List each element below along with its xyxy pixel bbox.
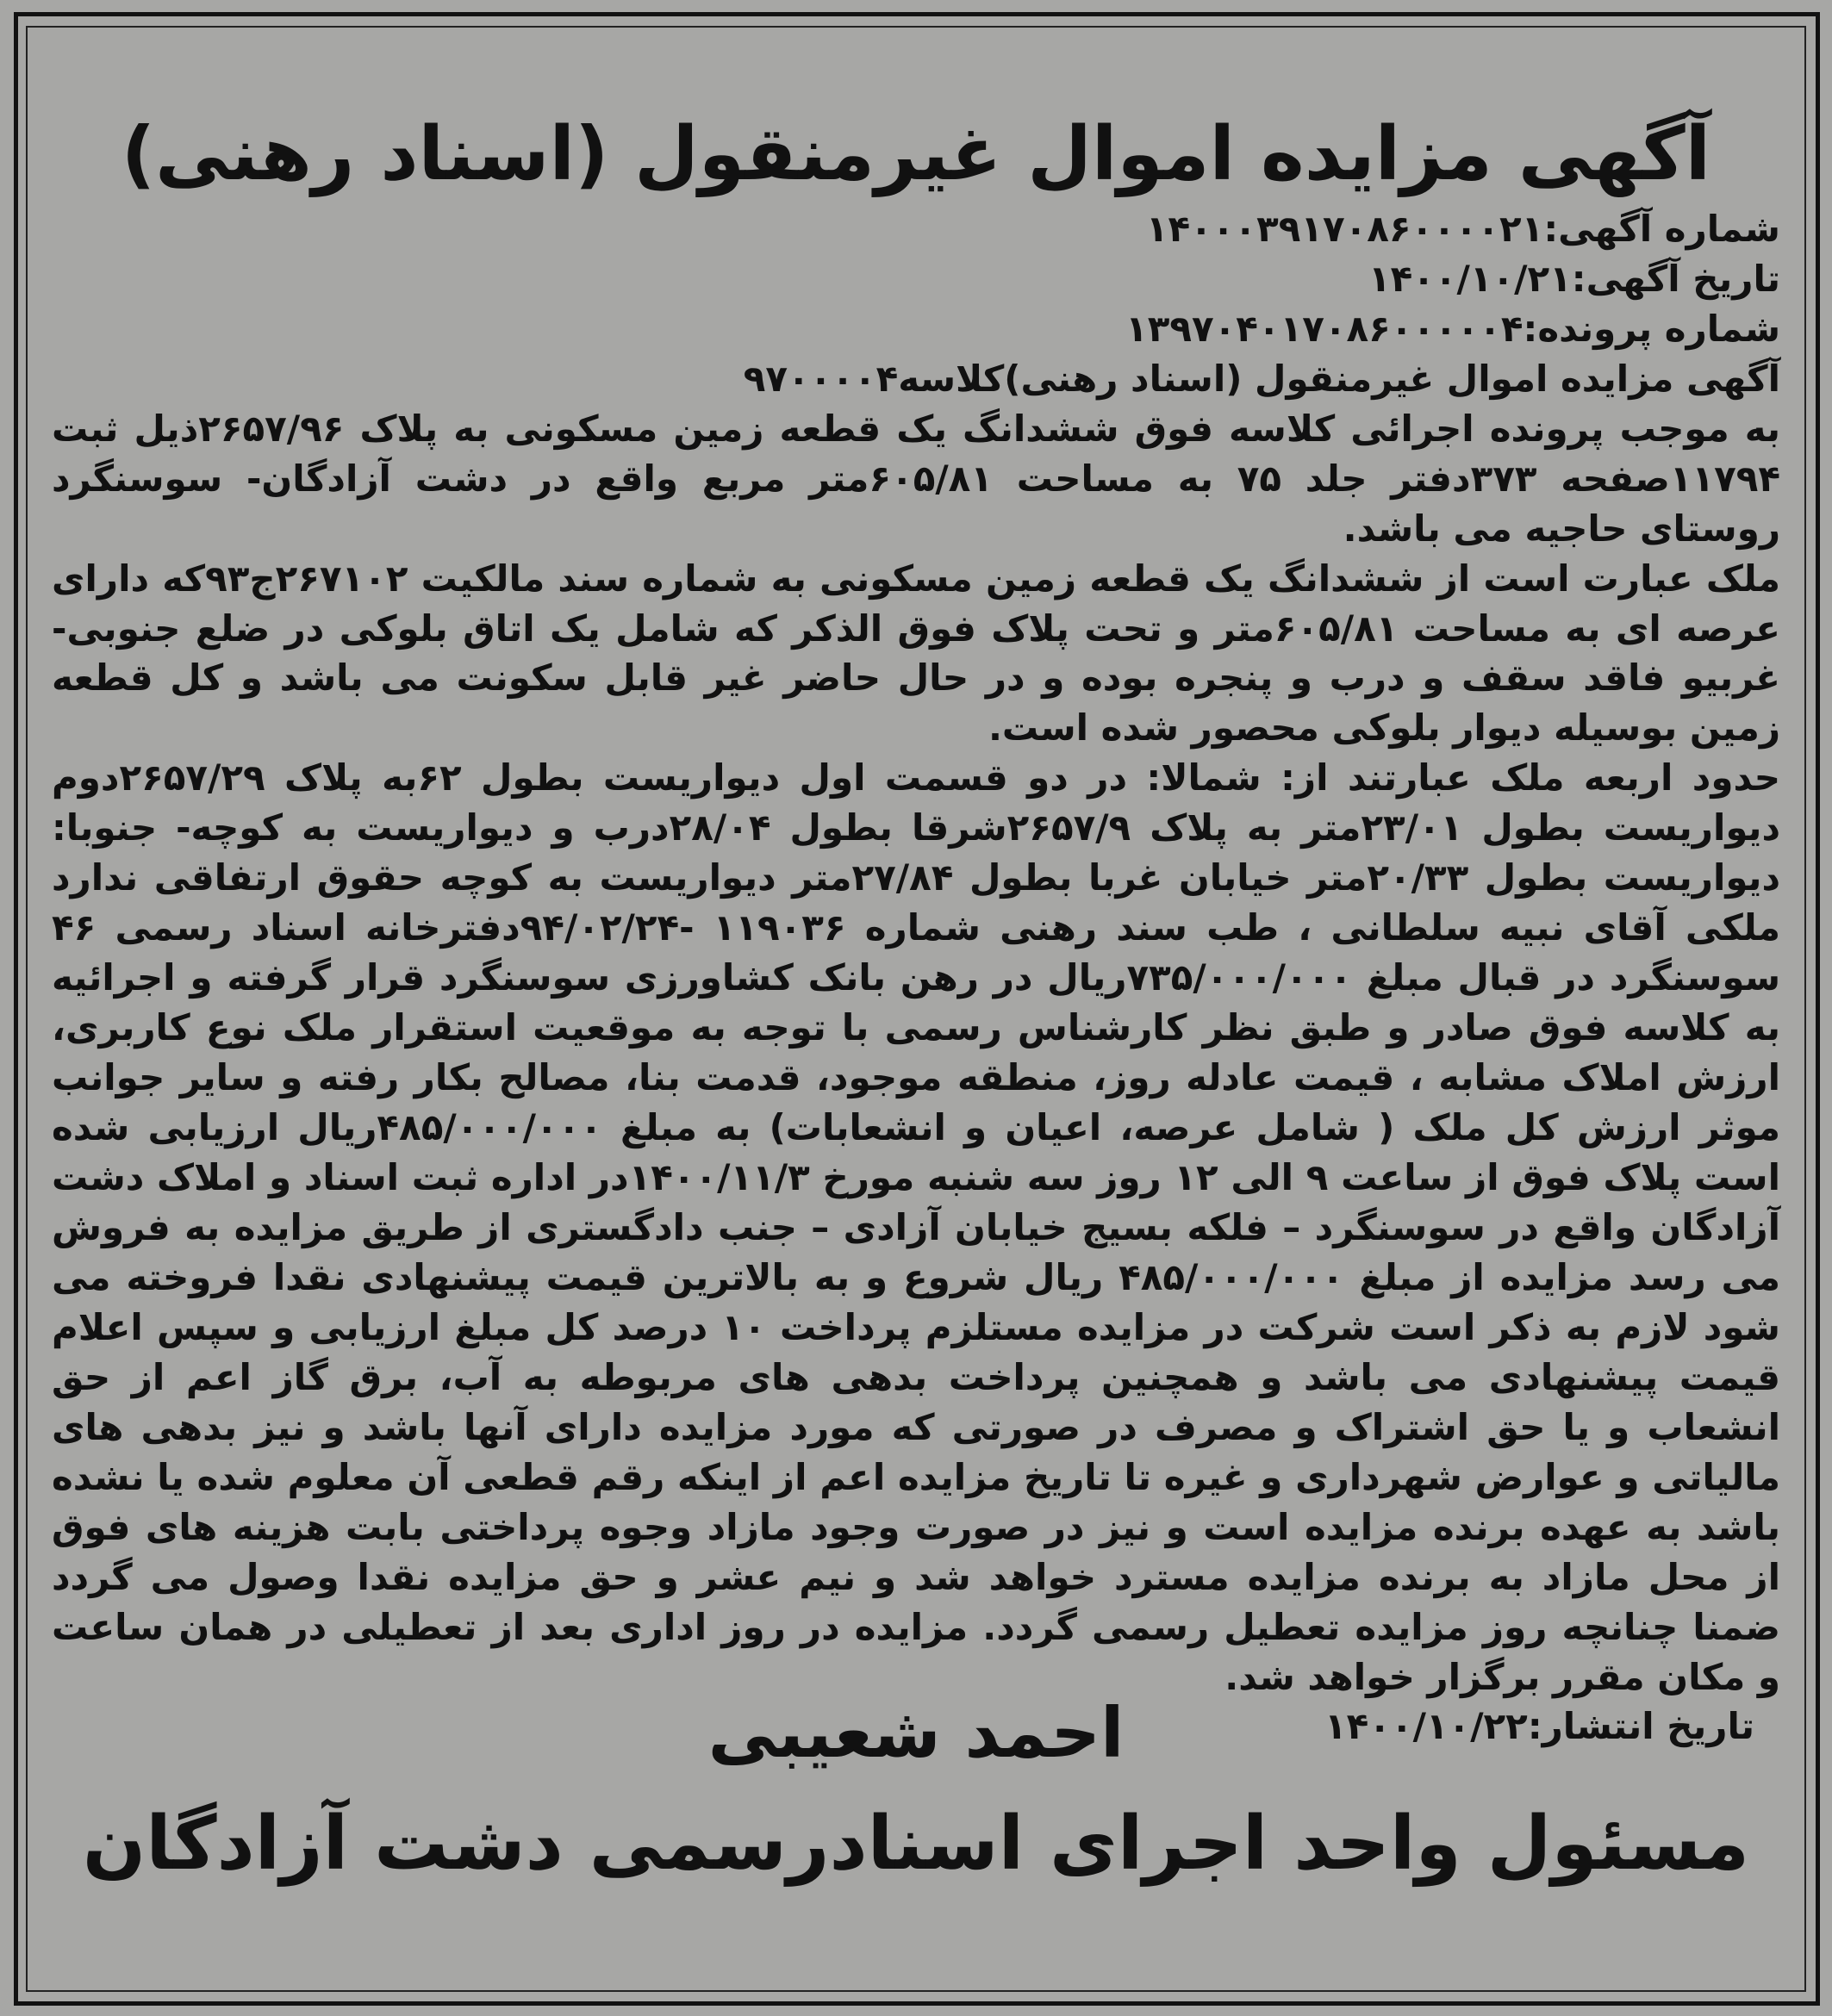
notice-title: آگهی مزایده اموال غیرمنقول (اسناد رهنی) [121, 111, 1711, 197]
publish-date: تاریخ انتشار:۱۴۰۰/۱۰/۲۲ [1324, 1705, 1754, 1748]
notice-number: شماره آگهی:۱۴۰۰۰۳۹۱۷۰۸۶۰۰۰۰۲۱ [1145, 207, 1780, 250]
paragraph-description: ملک عبارت است از ششدانگ یک قطعه زمین مسکونی به شماره سند مالکیت ۲۶۷۱۰۲ج۹۳که دارای عرصه ای به مساحت ۶۰۵/۸۱متر و تحت پلاک فوق الذکر که شامل یک اتاق بلوکی در ضلع جنوبی- غربیو فاقد سقف و درب و پنجره بوده و در حال حاضر غیر قابل سکونت می باشد و کل قطعه زمین بوسیله دیوار بلوکی محصور شده است. [52, 557, 1780, 750]
notice-content [52, 112, 1780, 1752]
notice-date: تاریخ آگهی:۱۴۰۰/۱۰/۲۱ [1368, 257, 1780, 300]
notice-subject: آگهی مزایده اموال غیرمنقول (اسناد رهنی)کلاسه۹۷۰۰۰۰۴ [743, 357, 1780, 400]
paragraph-property: به موجب پرونده اجرائی کلاسه فوق ششدانگ یک قطعه زمین مسکونی به پلاک ۲۶۵۷/۹۶ذیل ثبت ۱۱۷۹۴صفحه ۳۷۳دفتر جلد ۷۵ به مساحت ۶۰۵/۸۱متر مربع واقع در دشت آزادگان- سوسنگرد روستای حاجیه می باشد. [52, 407, 1781, 550]
paragraph-boundaries-terms: حدود اربعه ملک عبارتند از: شمالا: در دو قسمت اول دیواریست بطول ۶۲به پلاک ۲۶۵۷/۲۹دوم دیواریست بطول ۲۳/۰۱متر به پلاک ۲۶۵۷/۹شرقا بطول ۲۸/۰۴درب و دیواریست به کوچه- جنوبا: دیواریست بطول ۲۰/۳۳متر خیابان غربا بطول ۲۷/۸۴متر دیواریست به کوچه حقوق ارتفاقی ندارد ملکی آقای نبیه سلطانی ، طب سند رهنی شماره ۱۱۹۰۳۶ -۹۴/۰۲/۲۴دفترخانه اسناد رسمی ۴۶ سوسنگرد در قبال مبلغ ۷۳۵/۰۰۰/۰۰۰ریال در رهن بانک کشاورزی سوسنگرد قرار گرفته و اجرائیه به کلاسه فوق صادر و طبق نظر کارشناس رسمی با توجه به موقعیت استقرار ملک نوع کاربری، ارزش املاک مشابه ، قیمت عادله روز، منطقه موجود، قدمت بنا، مصالح بکار رفته و سایر جوانب موثر ارزش کل ملک ( شامل عرصه، اعیان و انشعابات) به مبلغ ۴۸۵/۰۰۰/۰۰۰ریال ارزیابی شده است پلاک فوق از ساعت ۹ الی ۱۲ روز سه شنبه مورخ ۱۴۰۰/۱۱/۳در اداره ثبت اسناد و املاک دشت آزادگان واقع در سوسنگرد – فلکه بسیج خیابان آزادی – جنب دادگستری از طریق مزایده به فروش می رسد مزایده از مبلغ ۴۸۵/۰۰۰/۰۰۰ ریال شروع و به بالاترین قیمت پیشنهادی نقدا فروخته می شود لازم به ذکر است شرکت در مزایده مستلزم پرداخت ۱۰ درصد کل مبلغ ارزیابی و سپس اعلام قیمت پیشنهادی می باشد و همچنین پرداخت بدهی های مربوطه به آب، برق گاز اعم از حق انشعاب و یا حق اشتراک و مصرف در صورتی که مورد مزایده دارای آنها باشد و نیز بدهی های مالیاتی و عوارض شهرداری و غیره تا تاریخ مزایده اعم از اینکه رقم قطعی آن معلوم شده یا نشده باشد به عهده برنده مزایده است و نیز در صورت وجود مازاد وجوه پرداختی بابت هزینه های فوق از محل مازاد به برنده مزایده مسترد خواهد شد و نیم عشر و حق مزایده نقدا وصول می گردد ضمنا چنانچه روز مزایده تعطیل رسمی گردد. مزایده در روز اداری بعد از تعطیلی در همان ساعت و مکان مقرر برگزار خواهد شد. [52, 756, 1781, 1698]
file-number: شماره پرونده:۱۳۹۷۰۴۰۱۷۰۸۶۰۰۰۰۰۴ [1125, 307, 1780, 350]
signatory-title: مسئول واحد اجرای اسنادرسمی دشت آزادگان [82, 1801, 1750, 1887]
signatory-name: احمد شعیبی [707, 1693, 1125, 1773]
